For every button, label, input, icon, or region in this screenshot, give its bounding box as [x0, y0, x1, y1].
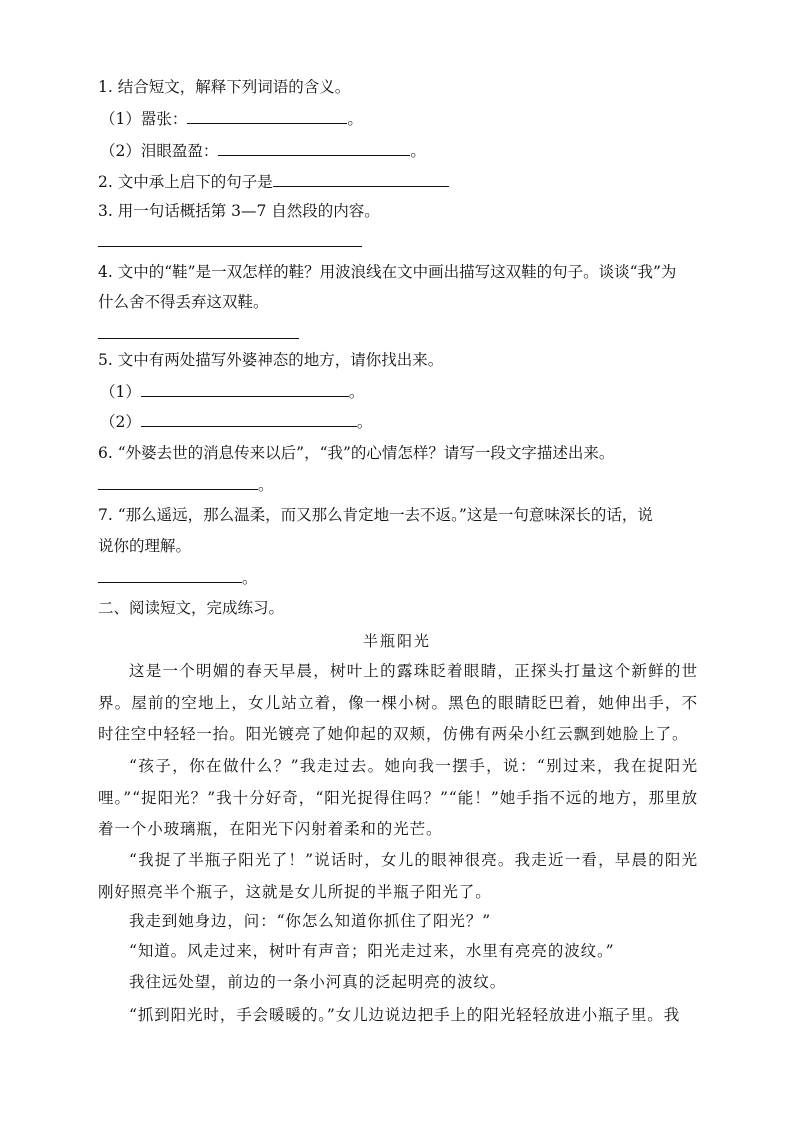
punctuation: 。 [356, 413, 373, 431]
answer-blank[interactable] [98, 473, 258, 490]
answer-blank[interactable] [98, 566, 242, 583]
punctuation: 。 [348, 383, 365, 401]
question-1-sub-2-label: （2）泪眼盈盈： [100, 142, 219, 160]
question-7-line-2: 说你的理解。 [98, 537, 192, 555]
question-5-sub-1-label: （1） [100, 383, 141, 401]
question-4-line-2: 什么舍不得丢弃这双鞋。 [98, 293, 269, 311]
punctuation: 。 [410, 142, 426, 160]
question-7-line-1: 7. “那么遥远，那么温柔，而又那么肯定地一去不返。”这是一句意味深长的话，说 [98, 506, 653, 524]
answer-blank[interactable] [218, 139, 410, 156]
question-5-sub-2 [100, 410, 700, 433]
question-1-sub-1-label: （1）嚣张： [100, 110, 188, 128]
question-3: 3. 用一句话概括第 3—7 自然段的内容。 [98, 202, 380, 220]
punctuation: 。 [347, 110, 363, 128]
question-5-sub-2-label: （2） [100, 413, 141, 431]
question-2 [98, 170, 698, 193]
passage-paragraph-2: “孩子，你在做什么？”我走过去。她向我一摆手，说：“别过来，我在捉阳光哩。”“捉阳光？”我十分好奇，“阳光捉得住吗？”“能！”她手指不远的地方，那里放着一个小玻璃瓶，在阳光下闪射着柔和的光芒。 [98, 757, 698, 838]
question-6-answer [98, 473, 698, 496]
answer-blank[interactable] [98, 338, 299, 339]
answer-blank[interactable] [273, 170, 449, 187]
question-7-answer [98, 566, 698, 589]
passage-title: 半瓶阳光 [362, 632, 431, 650]
section-2-heading: 二、阅读短文，完成练习。 [98, 599, 285, 617]
passage-paragraph-5: “知道。风走过来，树叶有声音；阳光走过来，水里有亮亮的波纹。” [129, 942, 615, 960]
punctuation: 。 [258, 476, 274, 494]
passage-paragraph-6: 我往远处望，前边的一条小河真的泛起明亮的波纹。 [129, 973, 507, 991]
question-2-prompt: 2. 文中承上启下的句子是 [98, 173, 273, 191]
passage-paragraph-4: 我走到她身边，问：“你怎么知道你抓住了阳光？” [129, 912, 492, 930]
question-5-sub-1 [100, 380, 700, 403]
question-4-line-1: 4. 文中的“鞋”是一双怎样的鞋？用波浪线在文中画出描写这双鞋的句子。谈谈“我”为 [98, 263, 677, 281]
punctuation: 。 [242, 569, 258, 587]
passage-paragraph-3: “我捉了半瓶子阳光了！”说话时，女儿的眼神很亮。我走近一看，早晨的阳光刚好照亮半个瓶子，这就是女儿所捉的半瓶子阳光了。 [98, 851, 698, 901]
answer-blank[interactable] [141, 410, 357, 427]
question-1: 1. 结合短文，解释下列词语的含义。 [98, 78, 351, 96]
passage-paragraph-1: 这是一个明媚的春天早晨，树叶上的露珠眨着眼睛，正探头打量这个新鲜的世界。屋前的空地上，女儿站立着，像一棵小树。黑色的眼睛眨巴着，她伸出手，不时往空中轻轻一抬。阳光镀亮了她仰起的双颊，仿佛有两朵小红云飘到她脸上了。 [98, 662, 698, 743]
question-5: 5. 文中有两处描写外婆神态的地方，请你找出来。 [98, 351, 444, 369]
answer-blank[interactable] [98, 246, 362, 247]
question-1-sub-1 [100, 107, 700, 130]
question-6: 6. “外婆去世的消息传来以后”，“我”的心情怎样？请写一段文字描述出来。 [98, 444, 615, 462]
answer-blank[interactable] [141, 380, 349, 397]
question-1-sub-2 [100, 139, 700, 162]
passage-paragraph-7: “抓到阳光时，手会暖暖的。”女儿边说边把手上的阳光轻轻放进小瓶子里。我 [129, 1006, 681, 1024]
answer-blank[interactable] [187, 107, 347, 124]
